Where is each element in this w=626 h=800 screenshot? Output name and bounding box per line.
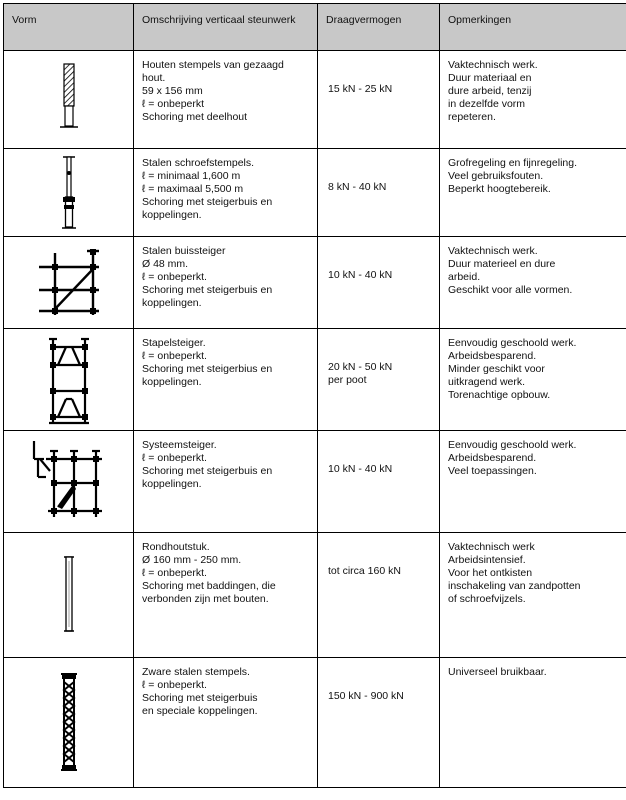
table-row bbox=[4, 237, 626, 329]
figure-cell bbox=[4, 51, 134, 149]
tube-scaffold-icon bbox=[35, 245, 103, 321]
remarks-cell: Eenvoudig geschoold werk. Arbeidsbesparend. Minder geschikt voor uitkragend werk. Torenachtige opbouw. bbox=[440, 329, 626, 431]
figure-cell bbox=[4, 431, 134, 533]
header-row bbox=[4, 4, 626, 51]
figure-cell bbox=[4, 237, 134, 329]
support-table bbox=[3, 3, 626, 788]
steel-screw-prop-icon bbox=[57, 153, 81, 233]
figure-cell bbox=[4, 533, 134, 658]
stacking-scaffold-icon bbox=[46, 335, 92, 427]
capacity-cell: 8 kN - 40 kN bbox=[318, 149, 440, 237]
capacity-cell: 10 kN - 40 kN bbox=[318, 237, 440, 329]
description-cell: Stalen schroefstempels. ℓ = minimaal 1,600 m ℓ = maximaal 5,500 m Schoring met steigerbuis en koppelingen. bbox=[134, 149, 318, 237]
capacity-cell: 150 kN - 900 kN bbox=[318, 658, 440, 788]
description-cell: Systeemsteiger. ℓ = onbeperkt. Schoring met steigerbuis en koppelingen. bbox=[134, 431, 318, 533]
round-timber-icon bbox=[59, 553, 79, 635]
table-row bbox=[4, 658, 626, 788]
remarks-cell: Universeel bruikbaar. bbox=[440, 658, 626, 788]
figure-cell bbox=[4, 329, 134, 431]
remarks-cell: Grofregeling en fijnregeling. Veel gebruiksfouten. Beperkt hoogtebereik. bbox=[440, 149, 626, 237]
header-omschrijving: Omschrijving verticaal steunwerk bbox=[134, 4, 318, 51]
table-row bbox=[4, 329, 626, 431]
table-row bbox=[4, 533, 626, 658]
remarks-cell: Vaktechnisch werk Arbeidsintensief. Voor het ontkisten inschakeling van zandpotten of schroefvijzels. bbox=[440, 533, 626, 658]
figure-cell bbox=[4, 149, 134, 237]
wooden-prop-icon bbox=[59, 63, 79, 131]
header-draagvermogen: Draagvermogen bbox=[318, 4, 440, 51]
capacity-cell: 20 kN - 50 kN per poot bbox=[318, 329, 440, 431]
figure-cell bbox=[4, 658, 134, 788]
description-cell: Rondhoutstuk. Ø 160 mm - 250 mm. ℓ = onbeperkt. Schoring met baddingen, die verbonden zijn met bouten. bbox=[134, 533, 318, 658]
description-cell: Houten stempels van gezaagd hout. 59 x 156 mm ℓ = onbeperkt Schoring met deelhout bbox=[134, 51, 318, 149]
description-cell: Stapelsteiger. ℓ = onbeperkt. Schoring met steigerbius en koppelingen. bbox=[134, 329, 318, 431]
table-row bbox=[4, 431, 626, 533]
capacity-cell: 10 kN - 40 kN bbox=[318, 431, 440, 533]
remarks-cell: Vaktechnisch werk. Duur materiaal en dure arbeid, tenzij in dezelfde vorm repeteren. bbox=[440, 51, 626, 149]
capacity-cell: tot circa 160 kN bbox=[318, 533, 440, 658]
remarks-cell: Eenvoudig geschoold werk. Arbeidsbesparend. Veel toepassingen. bbox=[440, 431, 626, 533]
header-opmerkingen: Opmerkingen bbox=[440, 4, 626, 51]
heavy-steel-prop-icon bbox=[56, 670, 82, 774]
table-row bbox=[4, 51, 626, 149]
table-row bbox=[4, 149, 626, 237]
capacity-cell: 15 kN - 25 kN bbox=[318, 51, 440, 149]
header-vorm: Vorm bbox=[4, 4, 134, 51]
description-cell: Stalen buissteiger Ø 48 mm. ℓ = onbeperkt. Schoring met steigerbuis en koppelingen. bbox=[134, 237, 318, 329]
system-scaffold-icon bbox=[30, 437, 108, 521]
description-cell: Zware stalen stempels. ℓ = onbeperkt. Schoring met steigerbuis en speciale koppelingen. bbox=[134, 658, 318, 788]
remarks-cell: Vaktechnisch werk. Duur materieel en dure arbeid. Geschikt voor alle vormen. bbox=[440, 237, 626, 329]
